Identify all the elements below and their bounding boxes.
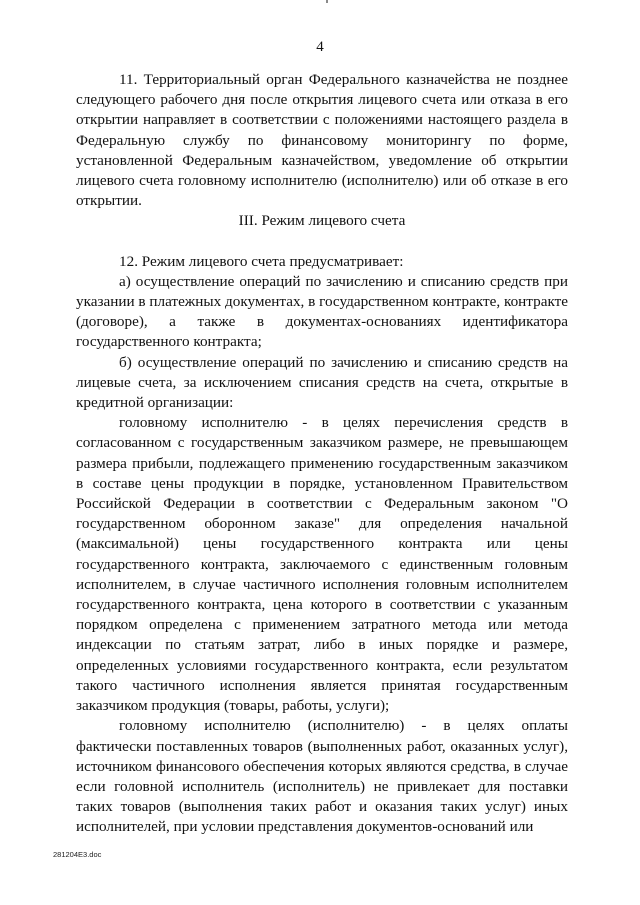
footer-filename: 281204E3.doc	[53, 850, 102, 859]
paragraph-12: 12. Режим лицевого счета предусматривает:	[119, 252, 404, 270]
scan-mark	[326, 0, 328, 3]
paragraph-11: 11. Территориальный орган Федерального казначейства не позднее следующего рабочего дня после открытия лицевого счета или отказа в его открытии направляет в соответствии с положениями настоящего раздела в Федеральную службу по финансовому мониторингу по форме, установленной Федеральным казначейством, уведомление об открытии лицевого счета головному исполнителю (исполнителю) или об отказе в его открытии.	[76, 71, 568, 210]
section-title: III. Режим лицевого счета	[238, 212, 406, 230]
item-b: б) осуществление операций по зачислению и списанию средств на лицевые счета, за исключением списания средств на счета, открытые в кредитной организации:	[76, 353, 568, 412]
head-contractor-paragraph: головному исполнителю - в целях перечисления средств в согласованном с государственным заказчиком размере, не превышающем размера прибыли, подлежащего применению государственным заказчиком в составе цены продукции в порядке, установленном Правительством Российской Федерации в соответствии с Федеральным законом "О государственном оборонном заказе" для определения начальной (максимальной) цены государственного контракта или цены государственного контракта, заключаемого с единственным головным исполнителем, в случае частичного исполнения головным исполнителем государственного контракта, цена которого в соответствии с указанным порядком определена с применением затратного метода или метода индексации по статьям затрат, либо в иных порядке и размере, определенных условиями государственного контракта, если результатом такого частичного исполнения является принятая государственным заказчиком продукция (товары, работы, услуги);	[76, 414, 568, 715]
head-contractor-executor-paragraph: головному исполнителю (исполнителю) - в целях оплаты фактически поставленных товаров (выполненных работ, оказанных услуг), источником финансового обеспечения которых являются средства, в случае если головной исполнитель (исполнитель) не привлекает для поставки таких товаров (выполнения таких работ и оказания таких услуг) иных исполнителей, при условии представления документов-оснований или	[76, 717, 568, 836]
item-a: а) осуществление операций по зачислению и списанию средств при указании в платежных документах, в государственном контракте, контракте (договоре), а также в документах-основаниях идентификатора государственного контракта;	[76, 272, 569, 351]
document-body	[76, 70, 568, 838]
page-number: 4	[316, 39, 324, 55]
